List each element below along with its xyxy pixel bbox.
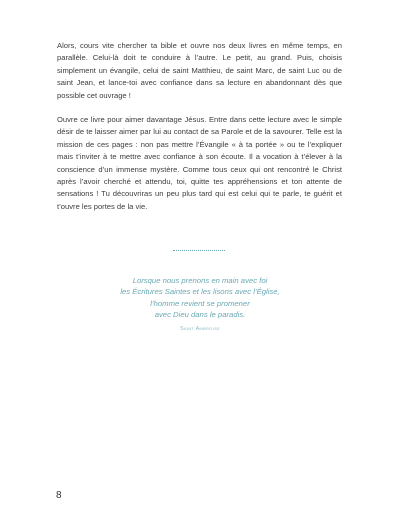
quote-line-1: Lorsque nous prenons en main avec foi bbox=[132, 276, 268, 285]
quote-attribution: Saint Ambroise bbox=[180, 326, 220, 332]
epigraph-quote bbox=[90, 275, 310, 321]
body-paragraph-1: Alors, cours vite chercher ta bible et ouvre nos deux livres en même temps, en parallèle. Celui-là doit te conduire à l’autre. Le petit, au grand. Puis, choisis simplement un évangile, celui de saint Matthieu, de saint Marc, de saint Luc ou de saint Jean, et lance-toi avec confiance dans sa lecture en abandonnant dès que possible cet ouvrage ! bbox=[57, 41, 342, 100]
dotted-divider bbox=[173, 250, 225, 251]
quote-line-4: avec Dieu dans le paradis. bbox=[154, 310, 246, 320]
body-paragraph-2: Ouvre ce livre pour aimer davantage Jésus. Entre dans cette lecture avec le simple désir de te laisser aimer par lui au contact de sa Parole et de la savourer. Telle est la mission de ces pages : non pas mettre l’Évangile « à ta portée » ou te l’expliquer mais t’inviter à te mettre avec confiance à son écoute. Il a vocation à t’élever à la conscience d’un immense mystère. Comme tous ceux qui ont rencontré le Christ après l’avoir cherché et attendu, toi, quitte tes appréhensions et ton attente de sensations ! Tu découvriras un peu plus tard qui est celui qui te parle, te guérit et t’ouvre les portes de la vie. bbox=[57, 115, 342, 211]
page-number: 8 bbox=[56, 490, 62, 501]
quote-line-3: l’homme revient se promener bbox=[150, 298, 250, 308]
quote-line-2: les Écritures Saintes et les lisons avec l’Église, bbox=[120, 287, 280, 297]
